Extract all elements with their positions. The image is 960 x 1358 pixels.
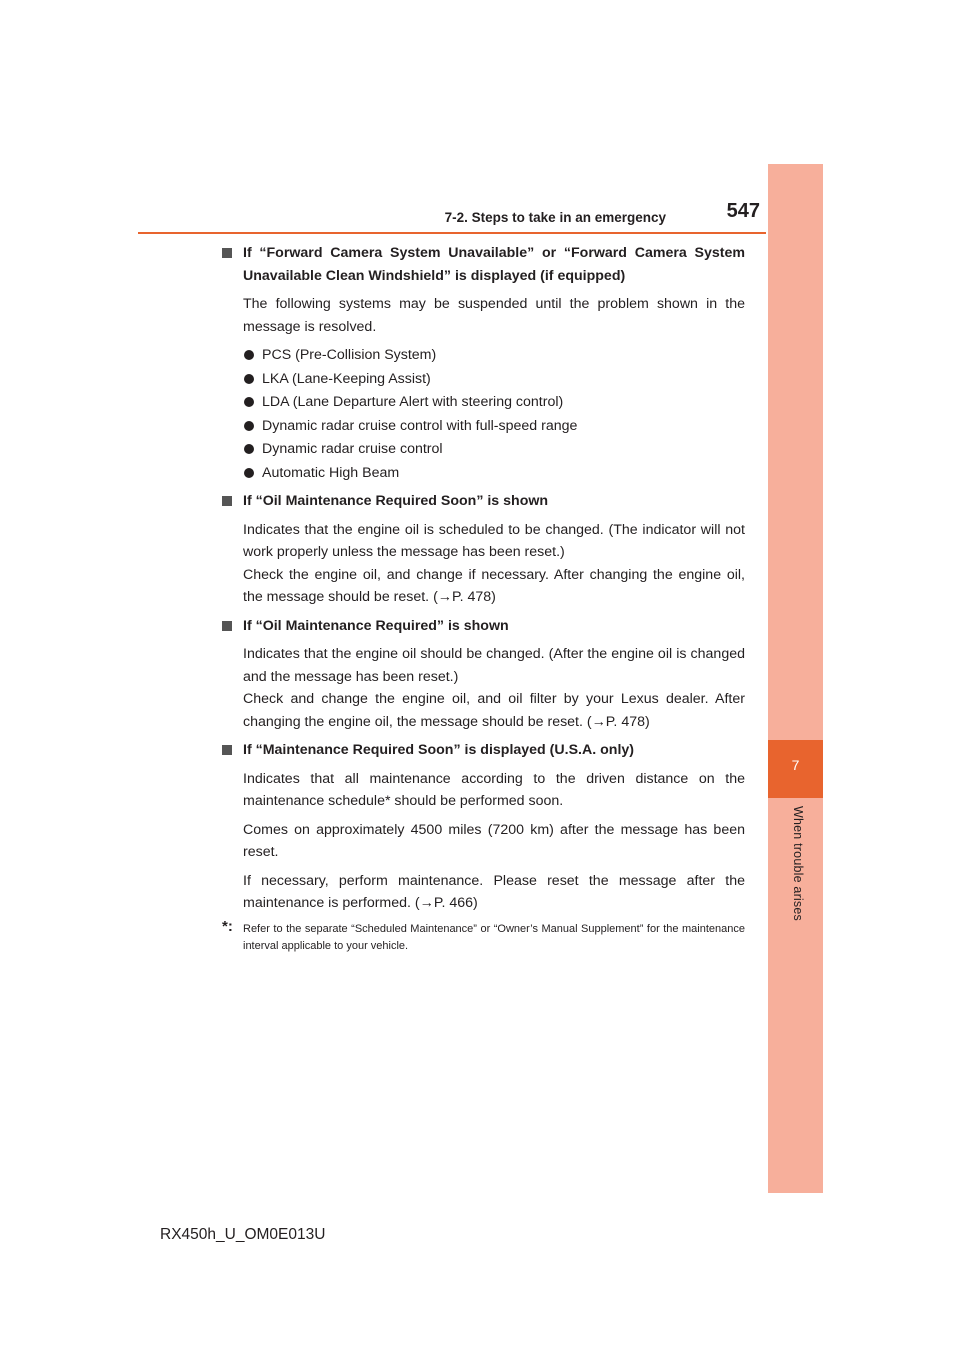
heading-text: If “Forward Camera System Unavailable” or “Forward Camera System Unavailable Clean Windshield” is displayed (if equipped) xyxy=(243,245,745,284)
section-oil-required xyxy=(222,615,745,734)
list-item-text: Dynamic radar cruise control xyxy=(262,441,443,457)
paragraph xyxy=(222,643,745,733)
list-item xyxy=(243,462,745,485)
square-bullet-icon xyxy=(222,745,232,755)
section-maintenance-soon xyxy=(222,739,745,915)
list-item xyxy=(243,344,745,367)
section-heading xyxy=(222,615,745,638)
chapter-sidebar xyxy=(768,164,823,1193)
heading-text: If “Oil Maintenance Required Soon” is shown xyxy=(243,493,549,509)
list-item xyxy=(243,391,745,414)
footnote xyxy=(222,917,745,955)
paragraph-line: Check the engine oil, and change if necessary. After changing the engine oil, the message should be reset. (→P. 478) xyxy=(243,566,745,605)
paragraph-line: Indicates that the engine oil is scheduled to be changed. (The indicator will not work properly unless the message has been reset.) xyxy=(243,521,745,560)
bullet-dot-icon xyxy=(244,350,254,360)
paragraph: Comes on approximately 4500 miles (7200 km) after the message has been reset. xyxy=(243,821,745,860)
list-item xyxy=(243,438,745,461)
bullet-dot-icon xyxy=(244,468,254,478)
list-item-text: LKA (Lane-Keeping Assist) xyxy=(262,370,431,387)
chapter-number: 7 xyxy=(791,757,800,773)
section-heading xyxy=(222,242,745,287)
section-heading xyxy=(222,490,745,513)
page-header xyxy=(138,200,766,234)
paragraph: If necessary, perform maintenance. Please reset the message after the maintenance is performed. (→P. 466) xyxy=(243,872,745,911)
square-bullet-icon xyxy=(222,621,232,631)
paragraph-line: Indicates that the engine oil should be changed. (After the engine oil is changed and the message has been reset.) xyxy=(243,646,745,685)
list-item-text: PCS (Pre-Collision System) xyxy=(262,347,437,363)
footnote-text: Refer to the separate “Scheduled Maintenance” or “Owner’s Manual Supplement” for the maintenance interval applicable to your vehicle. xyxy=(243,922,745,952)
list-item-text: Automatic High Beam xyxy=(262,464,400,481)
page-number: 547 xyxy=(726,200,760,222)
bullet-dot-icon xyxy=(244,421,254,431)
section-oil-soon xyxy=(222,490,745,609)
list-item-text: LDA (Lane Departure Alert with steering control) xyxy=(262,394,564,410)
paragraph: The following systems may be suspended until the problem shown in the message is resolved. xyxy=(243,296,745,335)
page-content xyxy=(222,242,745,955)
chapter-tab[interactable] xyxy=(768,740,823,798)
bullet-dot-icon xyxy=(244,397,254,407)
document-code: RX450h_U_OM0E013U xyxy=(160,1226,326,1243)
list-item-text: Dynamic radar cruise control with full-speed range xyxy=(262,417,578,434)
paragraph xyxy=(222,519,745,609)
heading-text: If “Oil Maintenance Required” is shown xyxy=(243,617,509,634)
paragraph: Indicates that all maintenance according to the driven distance on the maintenance schedule* should be performed soon. xyxy=(243,770,745,809)
section-camera-unavailable xyxy=(222,242,745,484)
section-title: 7-2. Steps to take in an emergency xyxy=(444,210,666,225)
square-bullet-icon xyxy=(222,496,232,506)
list-item xyxy=(243,415,745,438)
section-heading xyxy=(222,739,745,762)
chapter-title: When trouble arises xyxy=(791,806,805,921)
bullet-dot-icon xyxy=(244,444,254,454)
paragraph-line: Check and change the engine oil, and oil filter by your Lexus dealer. After changing the engine oil, the message should be reset. (→P. 478) xyxy=(243,691,745,730)
footnote-mark: *: xyxy=(222,917,233,935)
heading-text: If “Maintenance Required Soon” is displayed (U.S.A. only) xyxy=(243,742,635,758)
list-item xyxy=(243,368,745,391)
bullet-list xyxy=(222,344,745,484)
square-bullet-icon xyxy=(222,248,232,258)
bullet-dot-icon xyxy=(244,374,254,384)
